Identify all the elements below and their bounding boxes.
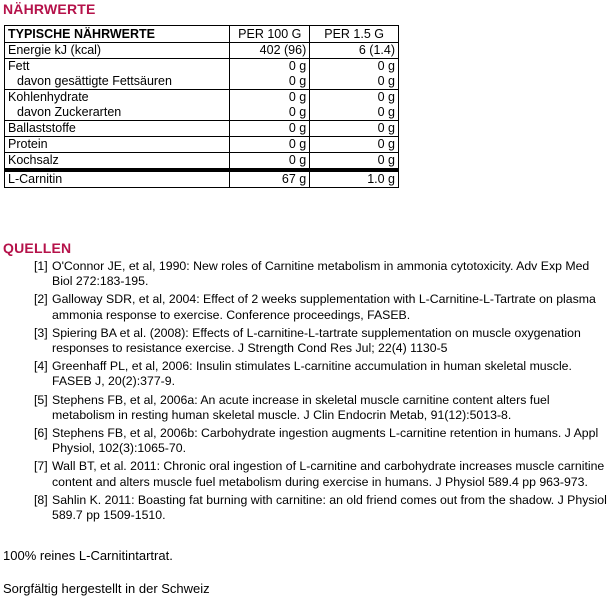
table-row xyxy=(5,74,399,90)
column-header-nutrient: TYPISCHE NÄHRWERTE xyxy=(5,26,230,43)
origin-statement: Sorgfältig hergestellt in der Schweiz xyxy=(3,581,210,596)
value-per-100g: 0 g xyxy=(230,59,310,75)
list-item xyxy=(34,326,607,356)
table-row xyxy=(5,121,399,137)
list-item xyxy=(34,459,607,489)
value-per-100g: 0 g xyxy=(230,153,310,171)
table-row xyxy=(5,43,399,59)
value-per-1-5g: 0 g xyxy=(310,74,399,90)
column-header-per-1-5g: PER 1.5 G xyxy=(310,26,399,43)
reference-text: Galloway SDR, et al, 2004: Effect of 2 weeks supplementation with L-Carnitine-L-Tartrate on plasma ammonia response to exercise. Conference proceedings, FASEB. xyxy=(52,292,596,322)
reference-number: [4] xyxy=(34,359,48,374)
table-row xyxy=(5,59,399,75)
value-per-1-5g: 0 g xyxy=(310,121,399,137)
reference-text: Sahlin K. 2011: Boasting fat burning with carnitine: an old friend comes out from the shadow. J Physiol 589.7 pp 1509-1510. xyxy=(52,492,607,523)
value-per-100g: 67 g xyxy=(230,170,310,188)
value-per-100g: 402 (96) xyxy=(230,43,310,59)
nutrient-label: Energie kJ (kcal) xyxy=(5,43,230,59)
nutrition-table xyxy=(4,25,399,188)
reference-number: [5] xyxy=(34,392,48,407)
nutrition-heading: NÄHRWERTE xyxy=(3,1,96,17)
nutrient-label: Kohlenhydrate xyxy=(8,90,89,105)
table-row xyxy=(5,170,399,188)
reference-text: Stephens FB, et al, 2006b: Carbohydrate ingestion augments L-carnitine retention in humans. J Appl Physiol, 102(3):1065-70. xyxy=(52,426,599,456)
nutrient-sub-label: davon gesättigte Fettsäuren xyxy=(5,74,230,90)
reference-text: Wall BT, et al. 2011: Chronic oral ingestion of L-carnitine and carbohydrate increases muscle carnitine content and alters muscle fuel metabolism during exercise in humans. J Physiol 589.4 pp 963-973. xyxy=(52,459,605,489)
reference-text: O'Connor JE, et al, 1990: New roles of Carnitine metabolism in ammonia cytotoxicity. Adv Exp Med Biol 272:183-195. xyxy=(52,259,590,289)
list-item xyxy=(34,259,607,289)
nutrient-label: L-Carnitin xyxy=(8,172,63,187)
sources-heading: QUELLEN xyxy=(3,240,72,256)
reference-list xyxy=(34,259,607,526)
value-per-100g: 0 g xyxy=(230,121,310,137)
list-item xyxy=(34,359,607,389)
reference-text: Greenhaff PL, et al, 2006: Insulin stimulates L-carnitine accumulation in human skeletal muscle. FASEB J, 20(2):377-9. xyxy=(52,359,572,389)
list-item xyxy=(34,493,607,523)
nutrition-header-row xyxy=(5,26,399,43)
value-per-100g: 0 g xyxy=(230,137,310,153)
value-per-1-5g: 0 g xyxy=(310,137,399,153)
reference-number: [8] xyxy=(34,492,48,507)
reference-number: [7] xyxy=(34,459,48,474)
table-row xyxy=(5,153,399,171)
list-item xyxy=(34,393,607,423)
table-row xyxy=(5,137,399,153)
list-item xyxy=(34,292,607,322)
value-per-100g: 0 g xyxy=(230,105,310,121)
reference-number: [1] xyxy=(34,259,48,273)
nutrient-label: Kochsalz xyxy=(5,153,230,171)
value-per-100g: 0 g xyxy=(230,74,310,90)
value-per-1-5g: 0 g xyxy=(310,90,399,106)
nutrient-label: Fett xyxy=(8,59,30,74)
list-item xyxy=(34,426,607,456)
reference-text: Spiering BA et al. (2008): Effects of L-carnitine-L-tartrate supplementation on muscle oxygenation responses to resistance exercise. J Strength Cond Res Jul; 22(4) 1130-5 xyxy=(52,325,581,356)
value-per-1-5g: 0 g xyxy=(310,59,399,75)
value-per-1-5g: 1.0 g xyxy=(310,170,399,188)
nutrient-label: Protein xyxy=(5,137,230,153)
reference-number: [3] xyxy=(34,325,48,340)
table-row xyxy=(5,90,399,106)
reference-number: [6] xyxy=(34,426,48,441)
reference-text: Stephens FB, et al, 2006a: An acute increase in skeletal muscle carnitine content alters fuel metabolism in resting human skeletal muscle. J Clin Endocrin Metab, 91(12):5013-8. xyxy=(52,392,550,422)
purity-statement: 100% reines L-Carnitintartrat. xyxy=(3,548,173,563)
value-per-100g: 0 g xyxy=(230,90,310,106)
value-per-1-5g: 0 g xyxy=(310,105,399,121)
column-header-per-100g: PER 100 G xyxy=(230,26,310,43)
reference-number: [2] xyxy=(34,292,48,307)
value-per-1-5g: 0 g xyxy=(310,153,399,171)
nutrient-sub-label: davon Zuckerarten xyxy=(5,105,230,121)
table-row xyxy=(5,105,399,121)
value-per-1-5g: 6 (1.4) xyxy=(310,43,399,59)
nutrient-label: Ballaststoffe xyxy=(5,121,230,137)
